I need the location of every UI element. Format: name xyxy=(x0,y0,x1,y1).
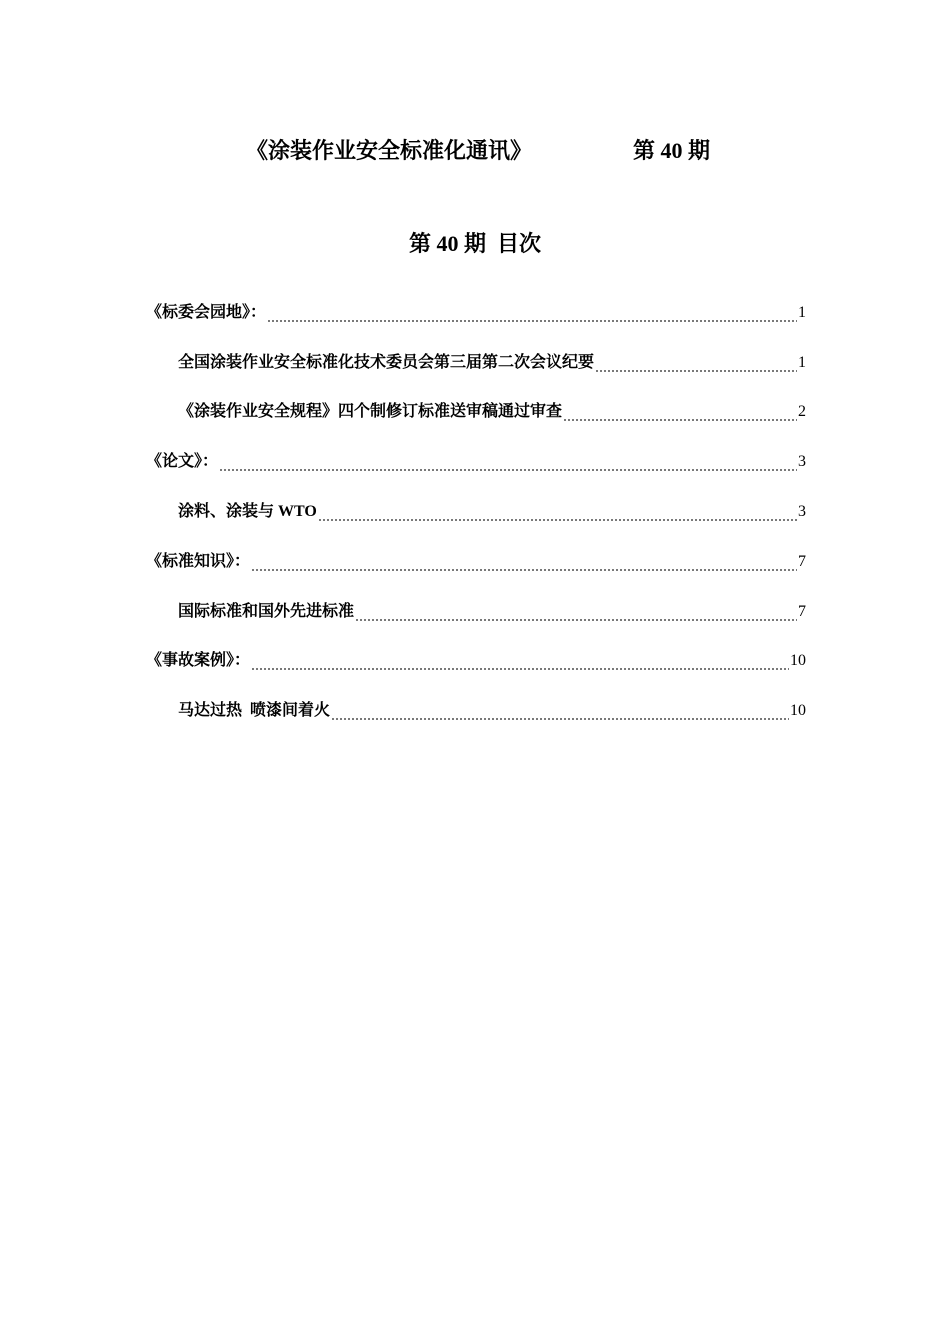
dot-leader xyxy=(595,357,797,373)
toc-entry-page: 7 xyxy=(798,602,806,620)
toc-entry-label: 《涂装作业安全规程》四个制修订标准送审稿通过审查 xyxy=(178,403,563,421)
toc-heading: 第 40 期 目次 xyxy=(408,231,541,256)
toc-entry[interactable] xyxy=(146,686,806,736)
toc-entry[interactable] xyxy=(146,388,806,438)
toc-entry[interactable] xyxy=(146,537,806,587)
dot-leader xyxy=(331,705,789,721)
dot-leader xyxy=(563,406,797,422)
toc-entry-label: 《标委会园地》： xyxy=(146,303,267,321)
dot-leader xyxy=(251,556,797,572)
toc-entry-label: 国际标准和国外先进标准 xyxy=(178,602,355,620)
toc-entry-page: 7 xyxy=(798,552,806,570)
toc-entry-page: 3 xyxy=(798,453,806,471)
toc-entry-page: 2 xyxy=(798,403,806,421)
dot-leader xyxy=(267,307,797,323)
toc-entry[interactable] xyxy=(146,437,806,487)
toc-entry[interactable] xyxy=(146,637,806,687)
issue-number: 第 40 期 xyxy=(633,138,711,163)
toc-entry-label: 马达过热 喷漆间着火 xyxy=(178,702,331,720)
table-of-contents xyxy=(146,288,806,736)
toc-entry-page: 10 xyxy=(790,702,806,720)
dot-leader xyxy=(251,655,789,671)
toc-entry-label: 全国涂装作业安全标准化技术委员会第三届第二次会议纪要 xyxy=(178,353,595,371)
toc-entry[interactable] xyxy=(146,487,806,537)
toc-entry[interactable] xyxy=(146,288,806,338)
toc-entry-label: 《标准知识》： xyxy=(146,552,251,570)
toc-entry-page: 10 xyxy=(790,652,806,670)
toc-entry-label: 涂料、涂装与 WTO xyxy=(178,503,317,521)
dot-leader xyxy=(355,606,797,622)
toc-entry-page: 3 xyxy=(798,503,806,521)
dot-leader xyxy=(219,456,797,472)
toc-entry[interactable] xyxy=(146,587,806,637)
toc-entry-label: 《论文》： xyxy=(146,453,219,471)
toc-entry-label: 《事故案例》： xyxy=(146,652,251,670)
page-header xyxy=(0,134,950,168)
toc-entry-page: 1 xyxy=(798,303,806,321)
dot-leader xyxy=(318,506,797,522)
toc-entry[interactable] xyxy=(146,338,806,388)
publication-title: 《涂装作业安全标准化通讯》 xyxy=(246,138,533,163)
toc-entry-page: 1 xyxy=(798,353,806,371)
